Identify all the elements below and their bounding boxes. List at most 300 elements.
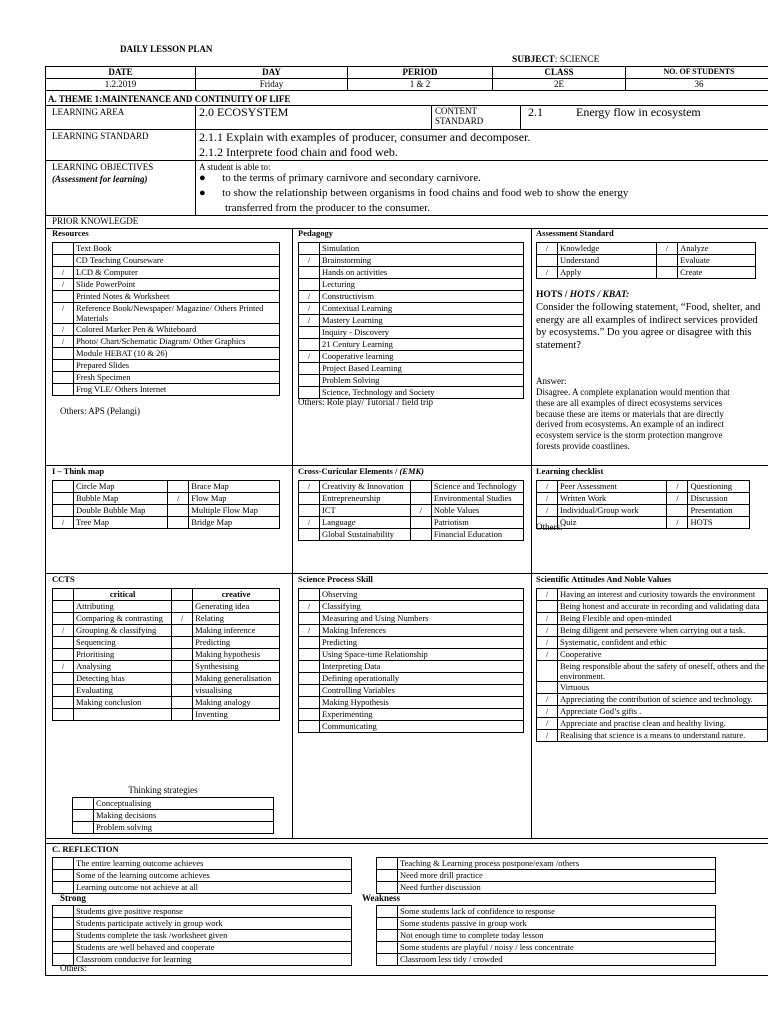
item-label: Some students passive in group work [398, 918, 716, 930]
item-label: Analysing [74, 661, 172, 673]
table-row [377, 918, 716, 930]
table-row [377, 906, 716, 918]
reflection-strong [52, 905, 352, 966]
table-row [537, 267, 756, 279]
tick-cell: / [299, 255, 320, 267]
item-label: Flow Map [189, 493, 280, 505]
table-row [53, 709, 280, 721]
emk-title: Cross-Curicular Elements / (EMK) [298, 466, 425, 476]
tick-cell [299, 375, 320, 387]
table-row [537, 589, 768, 601]
item-label: Module HEBAT (10 & 26) [74, 348, 280, 360]
tick-cell [299, 697, 320, 709]
table-row [53, 954, 352, 966]
item-label: Students participate actively in group work [74, 918, 352, 930]
table-row [53, 601, 280, 613]
table-row [299, 255, 524, 267]
item-label: Students are well behaved and cooperate [74, 942, 352, 954]
theme: A. THEME 1:MAINTENANCE AND CONTINUITY OF LIFE [48, 94, 291, 104]
table-row [299, 351, 524, 363]
table-row [53, 906, 352, 918]
item-label: Analyze [678, 243, 756, 255]
item-label: Learning outcome not achieve at all [74, 882, 352, 894]
tick-cell: / [53, 324, 74, 336]
item-label: Multiple Flow Map [189, 505, 280, 517]
tick-cell [172, 637, 193, 649]
hots-label: HOTS / HOTS / KBAT: [536, 290, 630, 300]
tick-cell [299, 673, 320, 685]
tick-cell: / [53, 303, 74, 324]
tick-cell: / [537, 589, 558, 601]
item-label: Peer Assessment [558, 481, 667, 493]
tick-cell [172, 697, 193, 709]
item-label: Interpreting Data [320, 661, 524, 673]
table-row [299, 339, 524, 351]
tick-cell [53, 384, 74, 396]
tick-cell [53, 372, 74, 384]
page-title: DAILY LESSON PLAN [120, 44, 213, 54]
tick-cell: / [299, 601, 320, 613]
table-row [377, 954, 716, 966]
tick-cell: / [53, 336, 74, 348]
item-label: Reference Book/Newspaper/ Magazine/ Others Printed Materials [74, 303, 280, 324]
tick-cell [657, 267, 678, 279]
item-label: Creativity & Innovation [320, 481, 411, 493]
table-row [53, 360, 280, 372]
thinking-title: Thinking strategies [128, 785, 198, 795]
table-row [53, 255, 280, 267]
tick-cell [53, 360, 74, 372]
item-label: Synthesising [193, 661, 280, 673]
tick-cell [53, 348, 74, 360]
table-row [299, 267, 524, 279]
tick-cell [299, 505, 320, 517]
table-row [53, 505, 280, 517]
item-label: Simulation [320, 243, 524, 255]
item-label: The entire learning outcome achieves [74, 858, 352, 870]
checklist-table [536, 480, 750, 529]
item-label: Predicting [320, 637, 524, 649]
item-label: Financial Education [431, 529, 523, 541]
tick-cell [53, 291, 74, 303]
table-row [537, 493, 750, 505]
item-label: Hands on activities [320, 267, 524, 279]
table-row [53, 697, 280, 709]
checklist-title: Learning checklist [536, 466, 604, 476]
item-label: Making Inferences [320, 625, 524, 637]
assessment-table [536, 242, 756, 279]
item-label: Some students lack of confidence to response [398, 906, 716, 918]
thinkmap-table [52, 480, 280, 529]
item-label: Presentation [688, 505, 750, 517]
tick-cell [537, 601, 558, 613]
item-label: Making generalisation [193, 673, 280, 685]
table-row [537, 481, 750, 493]
item-label: Evaluate [678, 255, 756, 267]
tick-cell: / [537, 718, 558, 730]
tick-cell [168, 505, 189, 517]
tick-cell [53, 493, 74, 505]
thinkmap-title: I – Think map [52, 466, 105, 476]
table-row [299, 375, 524, 387]
lo-intro: A student is able to: [199, 162, 271, 172]
table-row [299, 303, 524, 315]
tick-cell [53, 697, 74, 709]
table-row [537, 730, 768, 742]
item-label: Being honest and accurate in recording and validating data [558, 601, 768, 613]
item-label: Appreciate and practise clean and healthy living. [558, 718, 768, 730]
tick-cell [53, 685, 74, 697]
item-label: Tree Map [74, 517, 168, 529]
tick-cell: / [53, 625, 74, 637]
weak-label: Weakness [362, 893, 401, 903]
item-label: Problem Solving [320, 375, 524, 387]
table-row [53, 493, 280, 505]
tick-cell [299, 267, 320, 279]
tick-cell: / [299, 517, 320, 529]
tick-cell: / [537, 505, 558, 517]
item-label: Fresh Specimen [74, 372, 280, 384]
table-row [299, 601, 524, 613]
item-label: Controlling Variables [320, 685, 524, 697]
tick-cell: / [537, 243, 558, 255]
tick-cell: / [537, 706, 558, 718]
table-row [299, 685, 524, 697]
critical-header: critical [74, 589, 172, 601]
table-row [299, 363, 524, 375]
header-table: DATE DAY PERIOD CLASS NO. OF STUDENTS 1.2.2019 Friday 1 & 2 2E 36 [45, 66, 768, 91]
content-standard: Energy flow in ecosystem [576, 105, 701, 119]
table-row [53, 882, 352, 894]
item-label: Text Book [74, 243, 280, 255]
lo-label: LEARNING OBJECTIVES [52, 162, 154, 172]
table-row [537, 682, 768, 694]
item-label: Double Bubble Map [74, 505, 168, 517]
item-label: Global Sustainability [320, 529, 411, 541]
item-label: Virtuous [558, 682, 768, 694]
tick-cell [53, 481, 74, 493]
item-label: Relating [193, 613, 280, 625]
lo-sub: (Assessment for learning) [52, 174, 148, 184]
item-label: Generating idea [193, 601, 280, 613]
item-label: Predicting [193, 637, 280, 649]
creative-header: creative [193, 589, 280, 601]
tick-cell [410, 481, 431, 493]
tick-cell: / [172, 613, 193, 625]
table-row [299, 625, 524, 637]
table-row [53, 303, 280, 324]
tick-cell: / [299, 351, 320, 363]
tick-cell: / [667, 493, 688, 505]
tick-cell [410, 493, 431, 505]
sps-table [298, 588, 524, 733]
table-row [537, 613, 768, 625]
item-label: Brainstorming [320, 255, 524, 267]
table-row [537, 718, 768, 730]
item-label: HOTS [688, 517, 750, 529]
tick-cell [172, 673, 193, 685]
item-label: Printed Notes & Worksheet [74, 291, 280, 303]
table-row [377, 930, 716, 942]
item-label: Contextual Learning [320, 303, 524, 315]
table-row [53, 324, 280, 336]
table-row [53, 372, 280, 384]
item-label: Apply [558, 267, 657, 279]
table-row [73, 810, 274, 822]
item-label: Questioning [688, 481, 750, 493]
table-row [299, 709, 524, 721]
tick-cell [53, 505, 74, 517]
table-row [53, 918, 352, 930]
table-row [299, 493, 524, 505]
item-label: Systematic, confident and ethic [558, 637, 768, 649]
table-row [53, 267, 280, 279]
item-label: Making decisions [94, 810, 274, 822]
tick-cell: / [537, 730, 558, 742]
item-label: Observing [320, 589, 524, 601]
tick-cell: / [168, 493, 189, 505]
item-label: 21 Century Learning [320, 339, 524, 351]
thinking-table [72, 797, 274, 834]
table-row [377, 858, 716, 870]
item-label: Classroom less tidy / crowded [398, 954, 716, 966]
item-label: Need more drill practice [398, 870, 716, 882]
item-label: LCD & Computer [74, 267, 280, 279]
tick-cell [168, 481, 189, 493]
item-label: Grouping & classifying [74, 625, 172, 637]
table-row [299, 673, 524, 685]
tick-cell: / [299, 625, 320, 637]
learning-standard-2: 2.1.2 Interprete food chain and food web. [199, 145, 398, 159]
tick-cell [168, 517, 189, 529]
tick-cell [410, 517, 431, 529]
item-label: Being Flexible and open-minded [558, 613, 768, 625]
item-label: Appreciating the contribution of science and technology. [558, 694, 768, 706]
tick-cell [53, 243, 74, 255]
table-row [537, 243, 756, 255]
table-row [53, 637, 280, 649]
table-row [53, 481, 280, 493]
answer: Disagree. A complete explanation would mention that these are all examples of direct ecosystems services because these are items or materials that are directly derived from ecosystems. An example of an indirect ecosystem service is the storm protection mangrove forests provide coastlines. [536, 387, 730, 451]
tick-cell [537, 661, 558, 682]
tick-cell [172, 601, 193, 613]
table-row [53, 517, 280, 529]
item-label: Making Hypothesis [320, 697, 524, 709]
tick-cell: / [299, 315, 320, 327]
content-standard-label: CONTENT STANDARD [435, 106, 484, 127]
item-label: Science, Technology and Society [320, 387, 524, 399]
item-label: Appreciate God’s gifts . [558, 706, 768, 718]
item-label: Being responsible about the safety of oneself, others and the environment. [558, 661, 768, 682]
item-label: Inquiry - Discovery [320, 327, 524, 339]
item-label: Making conclusion [74, 697, 172, 709]
item-label: Cooperative learning [320, 351, 524, 363]
tick-cell [299, 243, 320, 255]
pedagogy-others: Others: Role play/ Tutorial / field trip [298, 397, 433, 407]
item-label: Discussion [688, 493, 750, 505]
reflection-title: C. REFLECTION [52, 844, 119, 854]
table-row [299, 529, 524, 541]
item-label: Using Space-time Relationship [320, 649, 524, 661]
item-label: Teaching & Learning process postpone/exam /others [398, 858, 716, 870]
table-row [299, 649, 524, 661]
tick-cell [53, 649, 74, 661]
tick-cell [172, 649, 193, 661]
tick-cell [299, 637, 320, 649]
tick-cell [410, 529, 431, 541]
item-label: Sequencing [74, 637, 172, 649]
table-row [299, 327, 524, 339]
ccts-title: CCTS [52, 574, 75, 584]
tick-cell [53, 255, 74, 267]
tick-cell [172, 685, 193, 697]
table-row [53, 942, 352, 954]
tick-cell [299, 363, 320, 375]
sps-title: Science Process Skill [298, 574, 373, 584]
item-label: Being diligent and persevere when carrying out a task. [558, 625, 768, 637]
table-row [299, 243, 524, 255]
table-row [537, 637, 768, 649]
resources-table [52, 242, 280, 396]
table-row [299, 315, 524, 327]
learning-standard-1: 2.1.1 Explain with examples of producer, consumer and decomposer. [199, 130, 531, 144]
table-row [299, 481, 524, 493]
item-label: Project Based Learning [320, 363, 524, 375]
attitudes-title: Scientific Attitudes And Noble Values [536, 574, 672, 584]
item-label: Conceptualising [94, 798, 274, 810]
tick-cell: / [537, 649, 558, 661]
item-label: Students give positive response [74, 906, 352, 918]
table-row [299, 661, 524, 673]
item-label: Problem solving [94, 822, 274, 834]
answer-label: Answer: [536, 376, 567, 386]
item-label: Making analogy [193, 697, 280, 709]
item-label: Bridge Map [189, 517, 280, 529]
tick-cell: / [537, 694, 558, 706]
table-row [299, 291, 524, 303]
tick-cell: / [657, 243, 678, 255]
item-label: Making inference [193, 625, 280, 637]
table-row [53, 858, 352, 870]
tick-cell [53, 613, 74, 625]
item-label: Language [320, 517, 411, 529]
table-row [299, 637, 524, 649]
item-label: Create [678, 267, 756, 279]
tick-cell: / [53, 517, 74, 529]
tick-cell [299, 327, 320, 339]
item-label: Knowledge [558, 243, 657, 255]
table-row [377, 870, 716, 882]
lo-item-1: ● to the terms of primary carnivore and secondary carnivore. [199, 172, 481, 184]
item-label: Frog VLE/ Others Internet [74, 384, 280, 396]
item-label: visualising [193, 685, 280, 697]
item-label: Patriotism [431, 517, 523, 529]
lo-item-2b: transferred from the producer to the consumer. [225, 202, 430, 214]
item-label: Brace Map [189, 481, 280, 493]
tick-cell: / [537, 493, 558, 505]
pedagogy-title: Pedagogy [298, 228, 333, 238]
table-row [537, 601, 768, 613]
tick-cell: / [53, 279, 74, 291]
tick-cell: / [537, 481, 558, 493]
table-row [377, 882, 716, 894]
table-row [299, 505, 524, 517]
tick-cell [299, 589, 320, 601]
item-label: Slide PowerPoint [74, 279, 280, 291]
tick-cell [299, 529, 320, 541]
tick-cell [299, 339, 320, 351]
pedagogy-table [298, 242, 524, 399]
tick-cell [299, 279, 320, 291]
item-label: Constructivism [320, 291, 524, 303]
tick-cell [299, 709, 320, 721]
item-label: Students complete the task /worksheet given [74, 930, 352, 942]
lo-item-2: ● to show the relationship between organisms in food chains and food web to show the energy [199, 187, 629, 199]
table-row [537, 517, 750, 529]
tick-cell [537, 682, 558, 694]
item-label: Classifying [320, 601, 524, 613]
table-row [53, 673, 280, 685]
item-label: Inventing [193, 709, 280, 721]
tick-cell: / [53, 267, 74, 279]
item-label: Evaluating [74, 685, 172, 697]
table-row [537, 706, 768, 718]
item-label: Mastery Learning [320, 315, 524, 327]
learning-area-label: LEARNING AREA [52, 107, 125, 117]
table-row [299, 517, 524, 529]
tick-cell [53, 709, 74, 721]
tick-cell [172, 625, 193, 637]
tick-cell: / [299, 481, 320, 493]
reflection-others: Others: [60, 963, 87, 973]
tick-cell [299, 661, 320, 673]
item-label: ICT [320, 505, 411, 517]
table-row [299, 279, 524, 291]
table-row [299, 589, 524, 601]
item-label: Realising that science is a means to understand nature. [558, 730, 768, 742]
hots-question: Consider the following statement, “Food, shelter, and energy are all examples of indirect services provided by ecosystems.” Do you agree or disagree with this statement? [536, 302, 761, 351]
reflection-weak [376, 905, 716, 966]
table-row [537, 661, 768, 682]
tick-cell [667, 505, 688, 517]
table-row [537, 255, 756, 267]
item-label: Lecturing [320, 279, 524, 291]
tick-cell: / [537, 267, 558, 279]
item-label: Classroom conducive for learning [74, 954, 352, 966]
tick-cell [172, 661, 193, 673]
resources-title: Resources [52, 228, 89, 238]
prior-knowledge: PRIOR KNOWLEGDE [52, 216, 139, 226]
table-row [53, 930, 352, 942]
table-row [53, 348, 280, 360]
table-row [73, 822, 274, 834]
item-label: Colored Marker Pen & Whiteboard [74, 324, 280, 336]
tick-cell [53, 601, 74, 613]
tick-cell [537, 255, 558, 267]
tick-cell [299, 721, 320, 733]
table-row [53, 243, 280, 255]
table-row [537, 625, 768, 637]
item-label: Detecting bias [74, 673, 172, 685]
tick-cell: / [53, 661, 74, 673]
item-label: Measuring and Using Numbers [320, 613, 524, 625]
table-row [537, 505, 750, 517]
table-row [53, 649, 280, 661]
item-label: Experimenting [320, 709, 524, 721]
content-standard-num: 2.1 [528, 105, 543, 119]
item-label: Entrepreneurship [320, 493, 411, 505]
reflection-top-left [52, 857, 352, 894]
